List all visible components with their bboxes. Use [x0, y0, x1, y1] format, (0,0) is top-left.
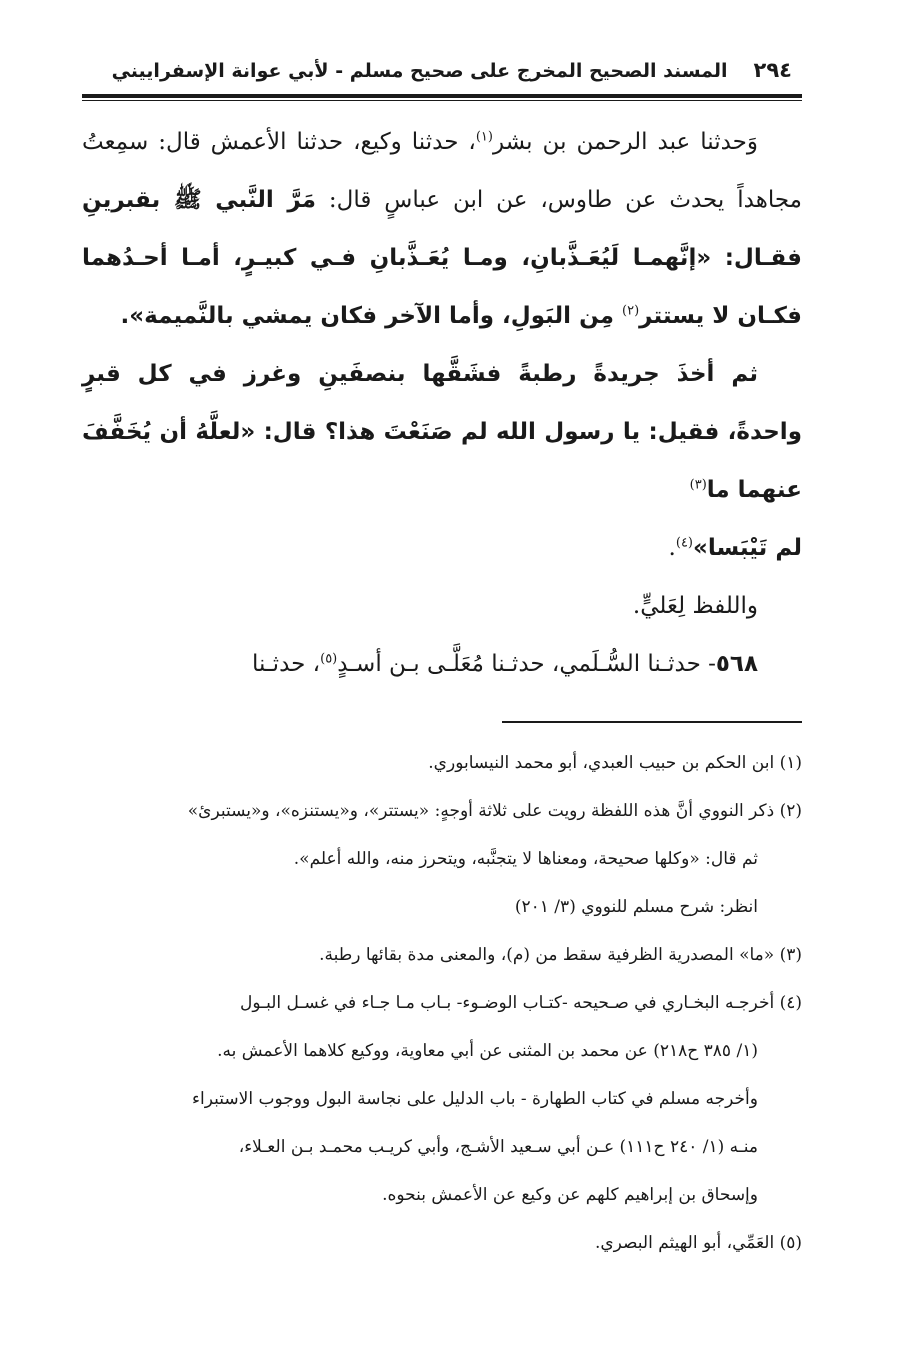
footnote-4-continuation: منـه (١/ ٢٤٠ ح١١١) عـن أبي سـعيد الأشـج، وأبي كريـب محمـد بـن العـلاء،	[238, 1137, 758, 1157]
hadith-text: مِن البَولِ، وأما الآخر فكان يمشي بالنَّميمة».	[120, 303, 623, 329]
text-run: .	[668, 535, 676, 561]
footnote-1: (١) ابن الحكم بن حبيب العبدي، أبو محمد النيسابوري.	[428, 753, 802, 773]
hadith-text: ثم أخذَ جريدةً رطبةً فشَقَّها بنصفَينِ وغرز في كل قبرٍ واحدةً، فقيل: يا رسول الله لم صَنَعْتَ هذا؟ قال: «لعلَّهُ أن يُخَفَّفَ عنهما ما	[82, 361, 802, 503]
main-text	[82, 113, 802, 693]
text-run: ، حدثنا وكيع، حدثنا الأعمش قال: سمِعتُ مجاهداً يحدث عن طاوس، عن ابن عباسٍ قال:	[82, 129, 802, 213]
running-title: المسند الصحيح المخرج على صحيح مسلم - لأبي عوانة الإسفراييني	[111, 60, 728, 82]
footnote-ref-2: (٢)	[622, 303, 640, 319]
footnote-4-continuation: وأخرجه مسلم في كتاب الطهارة - باب الدليل على نجاسة البول ووجوب الاستبراء	[192, 1089, 758, 1109]
hadith-number: ٥٦٨	[715, 651, 758, 677]
footnote-4: (٤) أخرجـه البخـاري في صـحيحه -كتـاب الوضـوء- بـاب مـا جـاء في غسـل البـول	[240, 993, 802, 1013]
footnote-5: (٥) العَمِّي، أبو الهيثم البصري.	[594, 1233, 802, 1253]
footnote-ref-4: (٤)	[675, 535, 693, 551]
footnote-2: (٢) ذكر النووي أنَّ هذه اللفظة رويت على ثلاثة أوجهٍ: «يستتر»، و«يستنزه»، و«يستبرئ»	[187, 801, 802, 821]
hadith-text: لم تَيْبَسا»	[693, 535, 802, 561]
footnote-2-continuation: ثم قال: «وكلها صحيحة، ومعناها لا يتجنَّبه، ويتحرز منه، والله أعلم».	[293, 849, 758, 869]
footnote-ref-3: (٣)	[689, 477, 707, 493]
header-rule	[82, 94, 802, 98]
paragraph-4	[82, 635, 802, 693]
paragraph-3: واللفظ لِعَليٍّ.	[632, 593, 758, 619]
paragraph-1	[82, 113, 802, 345]
footnote-3: (٣) «ما» المصدرية الظرفية سقط من (م)، والمعنى مدة بقائها رطبة.	[319, 945, 802, 965]
running-header	[82, 58, 802, 92]
text-run: ، حدثـنا	[251, 651, 321, 677]
header-rule-thin	[82, 100, 802, 101]
text-run: وَحدثنا عبد الرحمن بن بشر	[492, 129, 759, 155]
footnote-ref-1: (١)	[475, 129, 493, 145]
footnotes	[82, 739, 802, 1267]
footnote-separator	[502, 721, 802, 723]
page-number: ٢٩٤	[753, 58, 792, 82]
text-run: - حدثـنا السُّـلَمي، حدثـنا مُعَلَّـى بـن أسـدٍ	[337, 651, 716, 677]
hadith-text: مَرَّ النَّبي ﷺ بقبرينِ فقـال: «إنَّهمـا لَيُعَـذَّبانِ، ومـا يُعَـذَّبانِ فـي كبيـرٍ، أمـا أحـدُهما فكـان لا يستتر	[82, 187, 802, 329]
footnote-ref-5: (٥)	[320, 651, 338, 667]
footnote-2-continuation: انظر: شرح مسلم للنووي (٣/ ٢٠١)	[514, 897, 758, 917]
page	[82, 58, 802, 1267]
footnote-4-continuation: (١/ ٣٨٥ ح٢١٨) عن محمد بن المثنى عن أبي معاوية، ووكيع كلاهما الأعمش به.	[217, 1041, 758, 1061]
paragraph-2	[82, 345, 802, 577]
footnote-4-continuation: وإسحاق بن إبراهيم كلهم عن وكيع عن الأعمش بنحوه.	[382, 1185, 758, 1205]
